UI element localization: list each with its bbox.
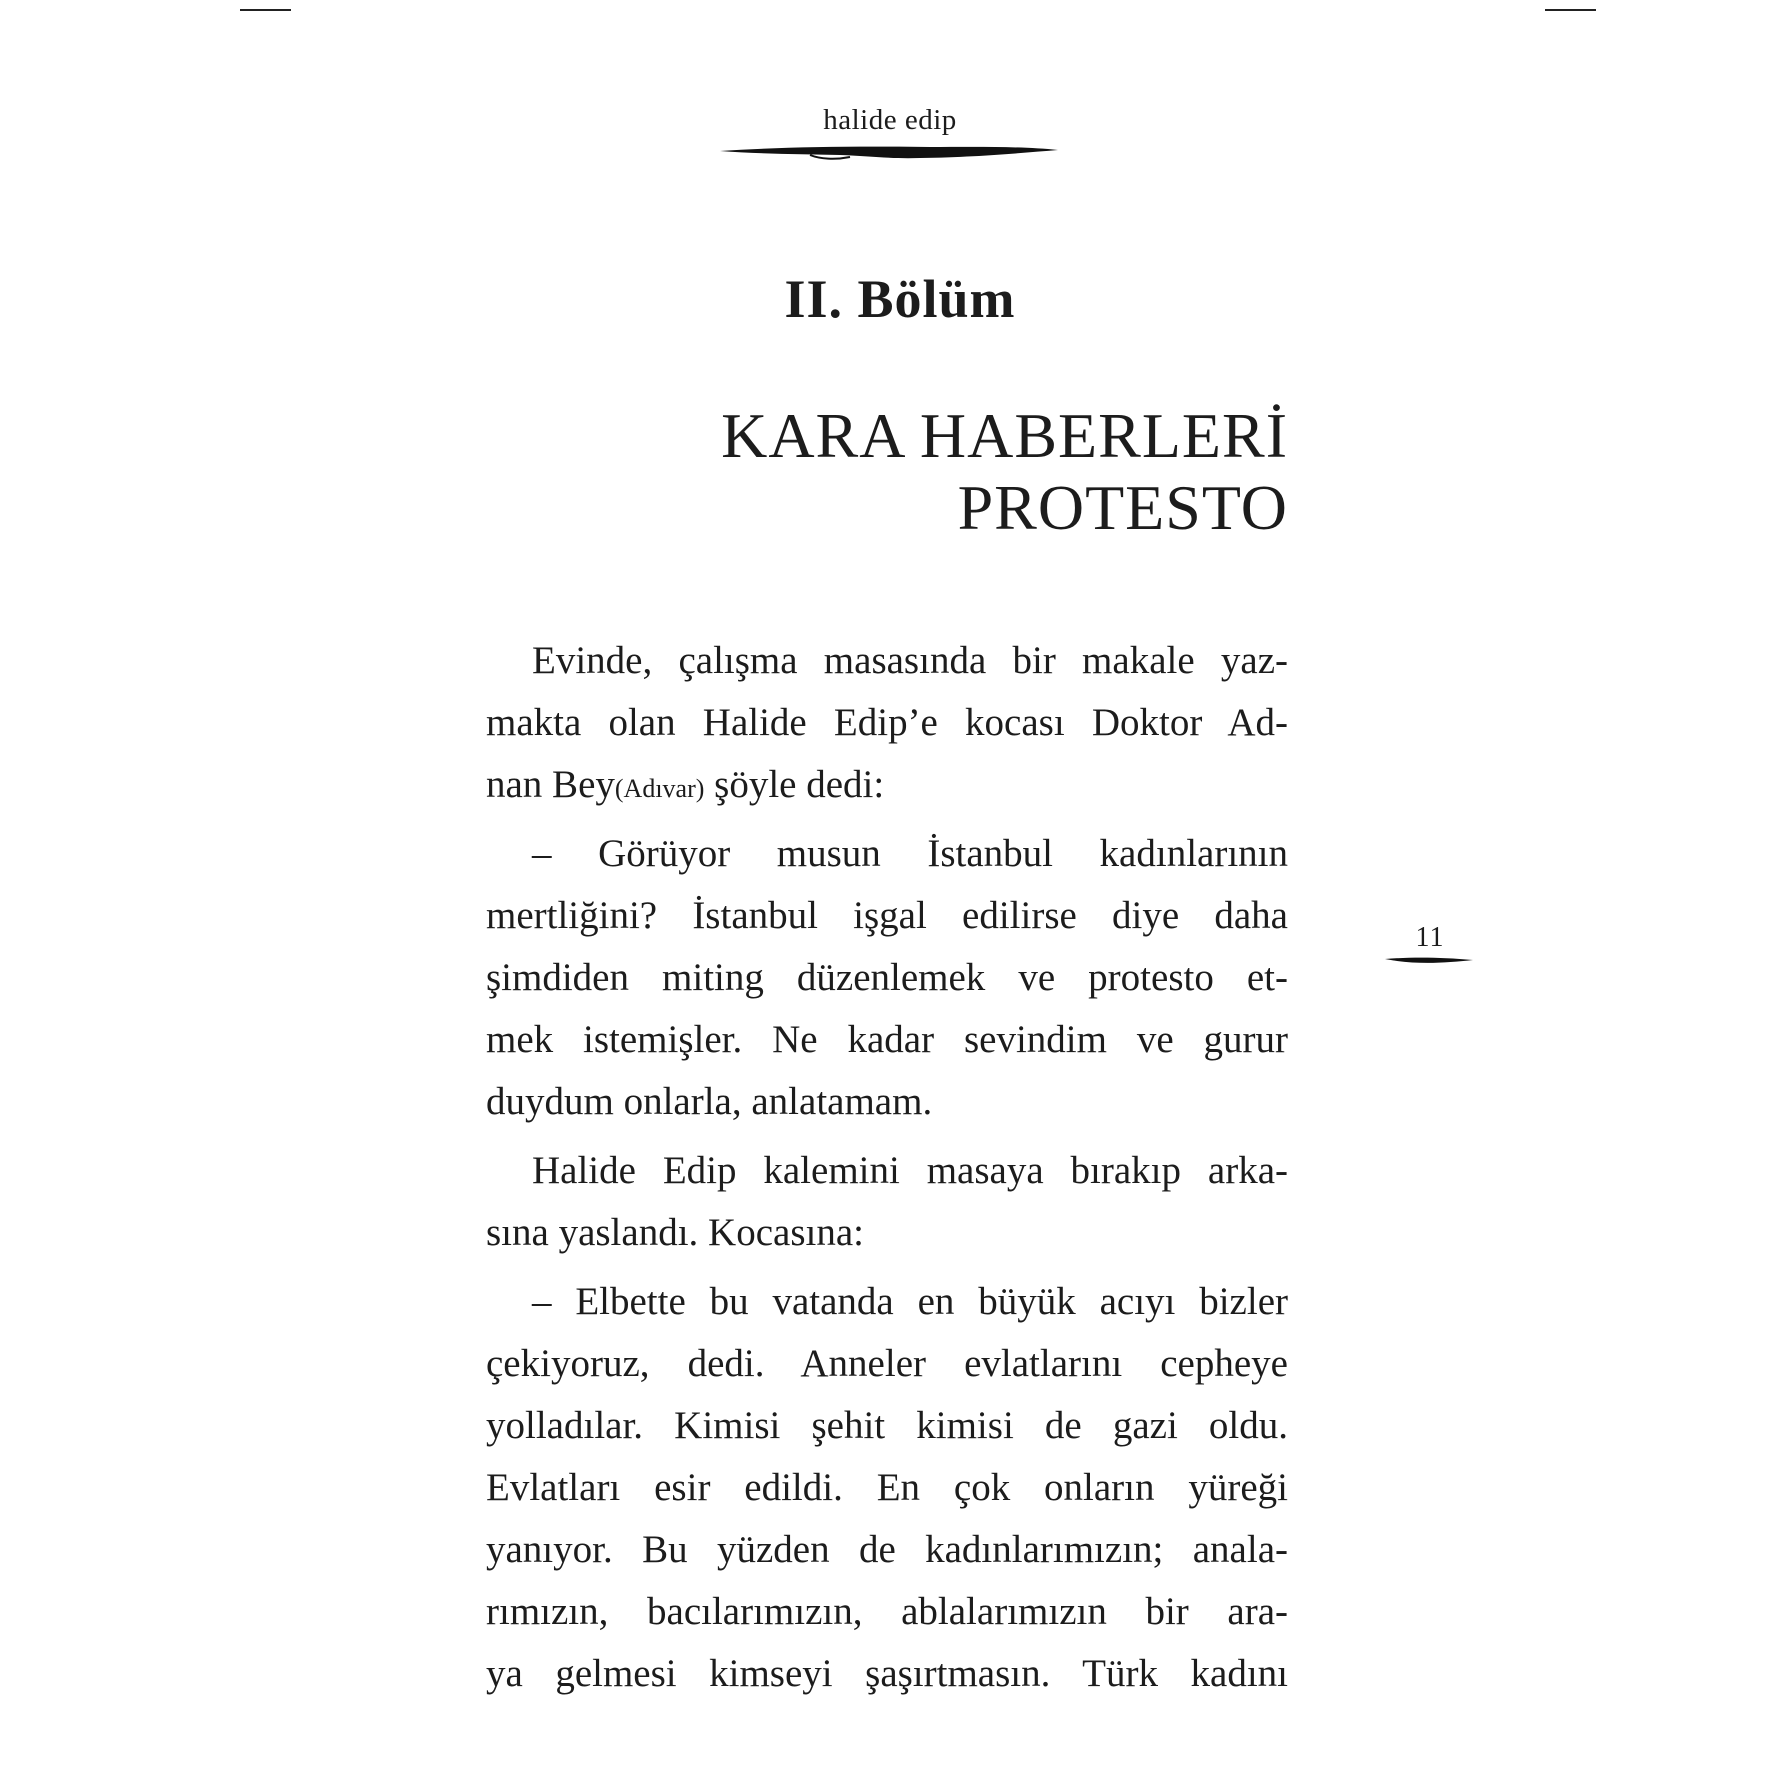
text-line: Evinde, çalışma masasında bir makale yaz- [532,639,1288,682]
surname-note: (Adıvar) [614,774,705,803]
text-line: makta olan Halide Edip’e kocası Doktor Ad- [486,701,1288,744]
text-line: rımızın, bacılarımızın, ablalarımızın bir ara- [486,1590,1288,1633]
running-head: halide edip [823,104,957,136]
paragraph-1 [486,630,1288,816]
text-line: sına yaslandı. Kocasına: [486,1211,864,1254]
paragraph-4 [486,1271,1288,1705]
text-segment: şöyle dedi: [704,763,885,806]
page-number: 11 [1415,922,1445,953]
chapter-title [600,400,1288,544]
text-line: Evlatları esir edildi. En çok onların yüreği [486,1466,1288,1509]
text-line: duydum onlarla, anlatamam. [486,1080,933,1123]
part-heading: II. Bölüm [784,269,1016,329]
chapter-title-line-2: PROTESTO [957,472,1288,543]
text-line: mek istemişler. Ne kadar sevindim ve gurur [486,1018,1288,1061]
text-line: ya gelmesi kimseyi şaşırtmasın. Türk kadını [486,1652,1288,1695]
text-line [486,754,1288,816]
text-line: Halide Edip kalemini masaya bırakıp arka- [532,1149,1288,1192]
paragraph-3 [486,1140,1288,1264]
text-line: şimdiden miting düzenlemek ve protesto et- [486,956,1288,999]
paragraph-2 [486,823,1288,1133]
text-line: yanıyor. Bu yüzden de kadınlarımızın; anala- [486,1528,1288,1571]
body-text [486,630,1288,1712]
page-number-flourish-ornament [1385,955,1475,967]
text-line: çekiyoruz, dedi. Anneler evlatlarını cepheye [486,1342,1288,1385]
crop-mark-left [240,9,291,11]
text-line: yolladılar. Kimisi şehit kimisi de gazi oldu. [486,1404,1288,1447]
text-line: – Elbette bu vatanda en büyük acıyı bizler [532,1280,1288,1323]
text-line: mertliğini? İstanbul işgal edilirse diye daha [486,894,1288,937]
text-line: – Görüyor musun İstanbul kadınlarının [532,832,1288,875]
chapter-title-line-1: KARA HABERLERİ [721,400,1288,471]
text-segment: nan Bey [486,763,615,806]
header-flourish-ornament [720,144,1060,168]
crop-mark-right [1545,9,1596,11]
